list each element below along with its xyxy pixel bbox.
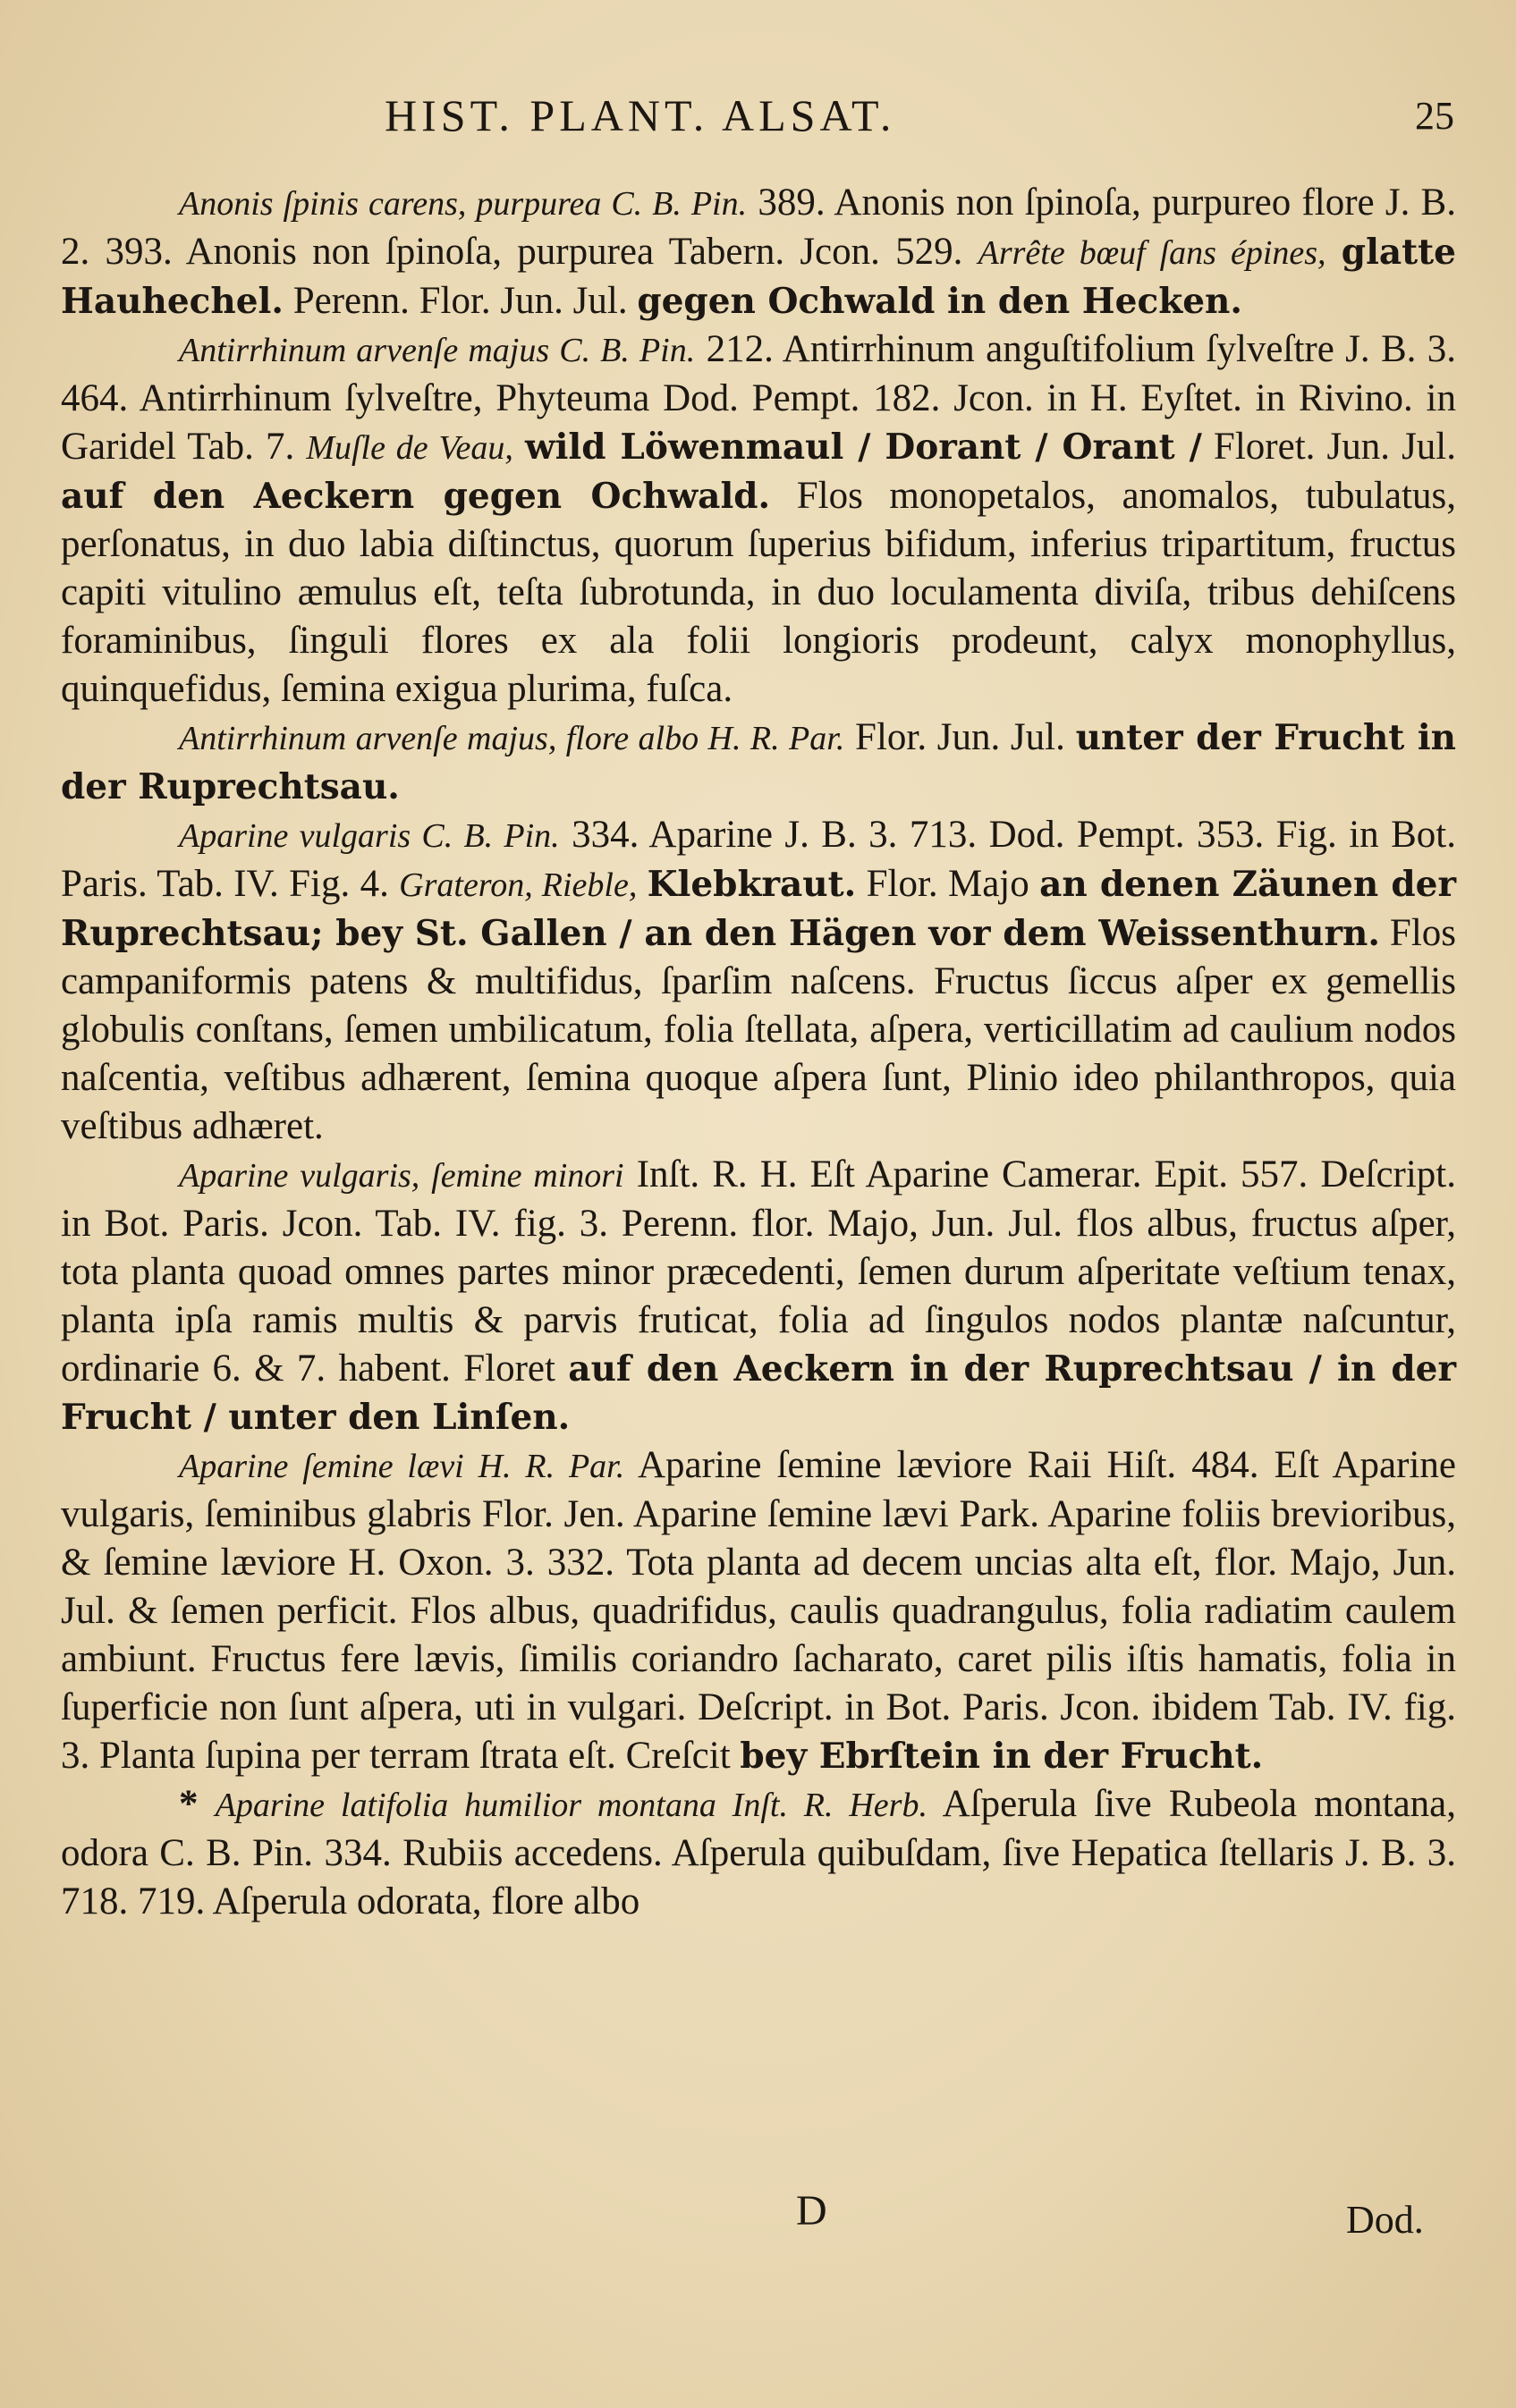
- german-text: bey Ebrſtein in der Frucht.: [740, 1736, 1264, 1777]
- description-text: Aſperula ſive Rubeola montana, odora C. B. Pin. 334. Rubiis accedens. Aſperula quibuſdam, ſive Hepatica ſtellaris J. B. 3. 718. 719. Aſperula odorata, flore albo: [61, 1783, 1457, 1922]
- latin-name: Antirrhinum arvenſe majus, flore albo H. R. Par.: [179, 720, 845, 757]
- page-body: [61, 179, 1456, 1926]
- running-title: HIST. PLANT. ALSAT.: [385, 90, 896, 140]
- page-footer: [0, 2186, 1516, 2249]
- plant-entry: [61, 1151, 1456, 1441]
- asterisk-mark: *: [179, 1783, 216, 1825]
- description-text: Flor. Jun. Jul.: [844, 716, 1076, 758]
- latin-name: Arrête bœuf ſans épines,: [978, 234, 1326, 272]
- description-text: 389. Anonis non ſpinoſa, purpureo flore J. B. 2. 393. Anonis non ſpinoſa, purpurea Tabern. Jcon. 529.: [61, 182, 1456, 273]
- plant-entry: [61, 179, 1456, 325]
- plant-entry: [61, 1780, 1456, 1926]
- german-text: Klebkraut.: [647, 864, 857, 905]
- latin-name: Antirrhinum arvenſe majus C. B. Pin.: [179, 332, 696, 369]
- latin-name: Anonis ſpinis carens, purpurea C. B. Pin.: [179, 185, 748, 223]
- description-text: 212. Antirrhinum anguſtifolium ſylveſtre J. B. 3. 464. Antirrhinum ſylveſtre, Phyteuma Dod. Pempt. 182. Jcon. in H. Eyſtet. in Rivino. in Garidel Tab. 7.: [61, 328, 1456, 468]
- plant-entry: [61, 714, 1456, 811]
- description-text: Inſt. R. H. Eſt Aparine Camerar. Epit. 557. Deſcript. in Bot. Paris. Jcon. Tab. IV. fig. 3. Perenn. flor. Majo, Jun. Jul. flos albus, fructus aſper, tota planta quoad omnes partes minor præcedenti, ſemen durum aſperitate veſtium tenax, planta ipſa ramis multis & parvis fruticat, folia ad ſingulos nodos plantæ naſcuntur, ordinarie 6. & 7. habent. Floret: [61, 1153, 1456, 1390]
- german-text: auf den Aeckern in der Ruprechtsau / in der Frucht / unter den Linſen.: [61, 1348, 1456, 1438]
- catchword: Dod.: [1346, 2198, 1424, 2242]
- description-text: Perenn. Flor. Jun. Jul.: [283, 280, 638, 322]
- plant-entry: [61, 1441, 1456, 1780]
- description-text: 334. Aparine J. B. 3. 713. Dod. Pempt. 353. Fig. in Bot. Paris. Tab. IV. Fig. 4.: [61, 814, 1456, 905]
- plant-entry: [61, 325, 1456, 714]
- plant-entry: [61, 811, 1456, 1151]
- german-text: auf den Aeckern gegen Ochwald.: [61, 476, 771, 517]
- latin-name: Muſle de Veau,: [306, 429, 513, 467]
- signature-mark: D: [796, 2187, 827, 2235]
- description-text: Flor. Majo: [856, 863, 1040, 905]
- german-text: unter der Frucht in der Ruprechtsau.: [61, 717, 1457, 807]
- german-text: wild Löwenmaul / Dorant / Orant /: [525, 427, 1202, 468]
- latin-name: Aparine vulgaris C. B. Pin.: [179, 817, 560, 855]
- latin-name: Aparine ſemine lævi H. R. Par.: [179, 1448, 625, 1485]
- description-text: Floret. Jun. Jul.: [1201, 426, 1457, 468]
- latin-name: Grateron, Rieble,: [399, 866, 638, 904]
- page-number: 25: [1415, 94, 1454, 138]
- german-text: glatte Hauhechel.: [61, 232, 1456, 322]
- latin-name: Aparine vulgaris, ſemine minori: [179, 1157, 624, 1195]
- description-text: Aparine ſemine læviore Raii Hiſt. 484. Eſt Aparine vulgaris, ſeminibus glabris Flor. Jen. Aparine ſemine lævi Park. Aparine foliis brevioribus, & ſemine læviore H. Oxon. 3. 332. Tota planta ad decem uncias alta eſt, flor. Majo, Jun. Jul. & ſemen perficit. Flos albus, quadrifidus, caulis quadrangulus, folia radiatim caulem ambiunt. Fructus fere lævis, ſimilis coriandro ſacharato, caret pilis iſtis hamatis, folia in ſuperficie non ſunt aſpera, uti in vulgari. Deſcript. in Bot. Paris. Jcon. ibidem Tab. IV. fig. 3. Planta ſupina per terram ſtrata eſt. Creſcit: [61, 1444, 1456, 1777]
- description-text: [637, 863, 647, 905]
- page-header: [0, 89, 1516, 161]
- latin-name: Aparine latifolia humilior montana Inſt. R. Herb.: [215, 1787, 927, 1824]
- description-text: [1326, 231, 1342, 273]
- description-text: Flos monopetalos, anomalos, tubulatus, perſonatus, in duo labia diſtinctus, quorum ſuperius bifidum, inferius tripartitum, fructus capiti vitulino æmulus eſt, teſta ſubrotunda, in duo loculamenta diviſa, tribus dehiſcens foraminibus, ſinguli flores ex ala folii longioris prodeunt, calyx monophyllus, quinquefidus, ſemina exigua plurima, fuſca.: [61, 475, 1456, 710]
- german-text: an denen Zäunen der Ruprechtsau; bey St. Gallen / an den Hägen vor dem Weissenthurn.: [61, 864, 1457, 954]
- description-text: [513, 426, 525, 468]
- description-text: Flos campaniformis patens & multifidus, ſparſim naſcens. Fructus ſiccus aſper ex gemellis globulis conſtans, ſemen umbilicatum, folia ſtellata, aſpera, verticillatim ad caulium nodos naſcentia, veſtibus adhærent, ſemina quoque aſpera ſunt, Plinio ideo philanthropos, quia veſtibus adhæret.: [61, 912, 1456, 1147]
- german-text: gegen Ochwald in den Hecken.: [637, 281, 1242, 322]
